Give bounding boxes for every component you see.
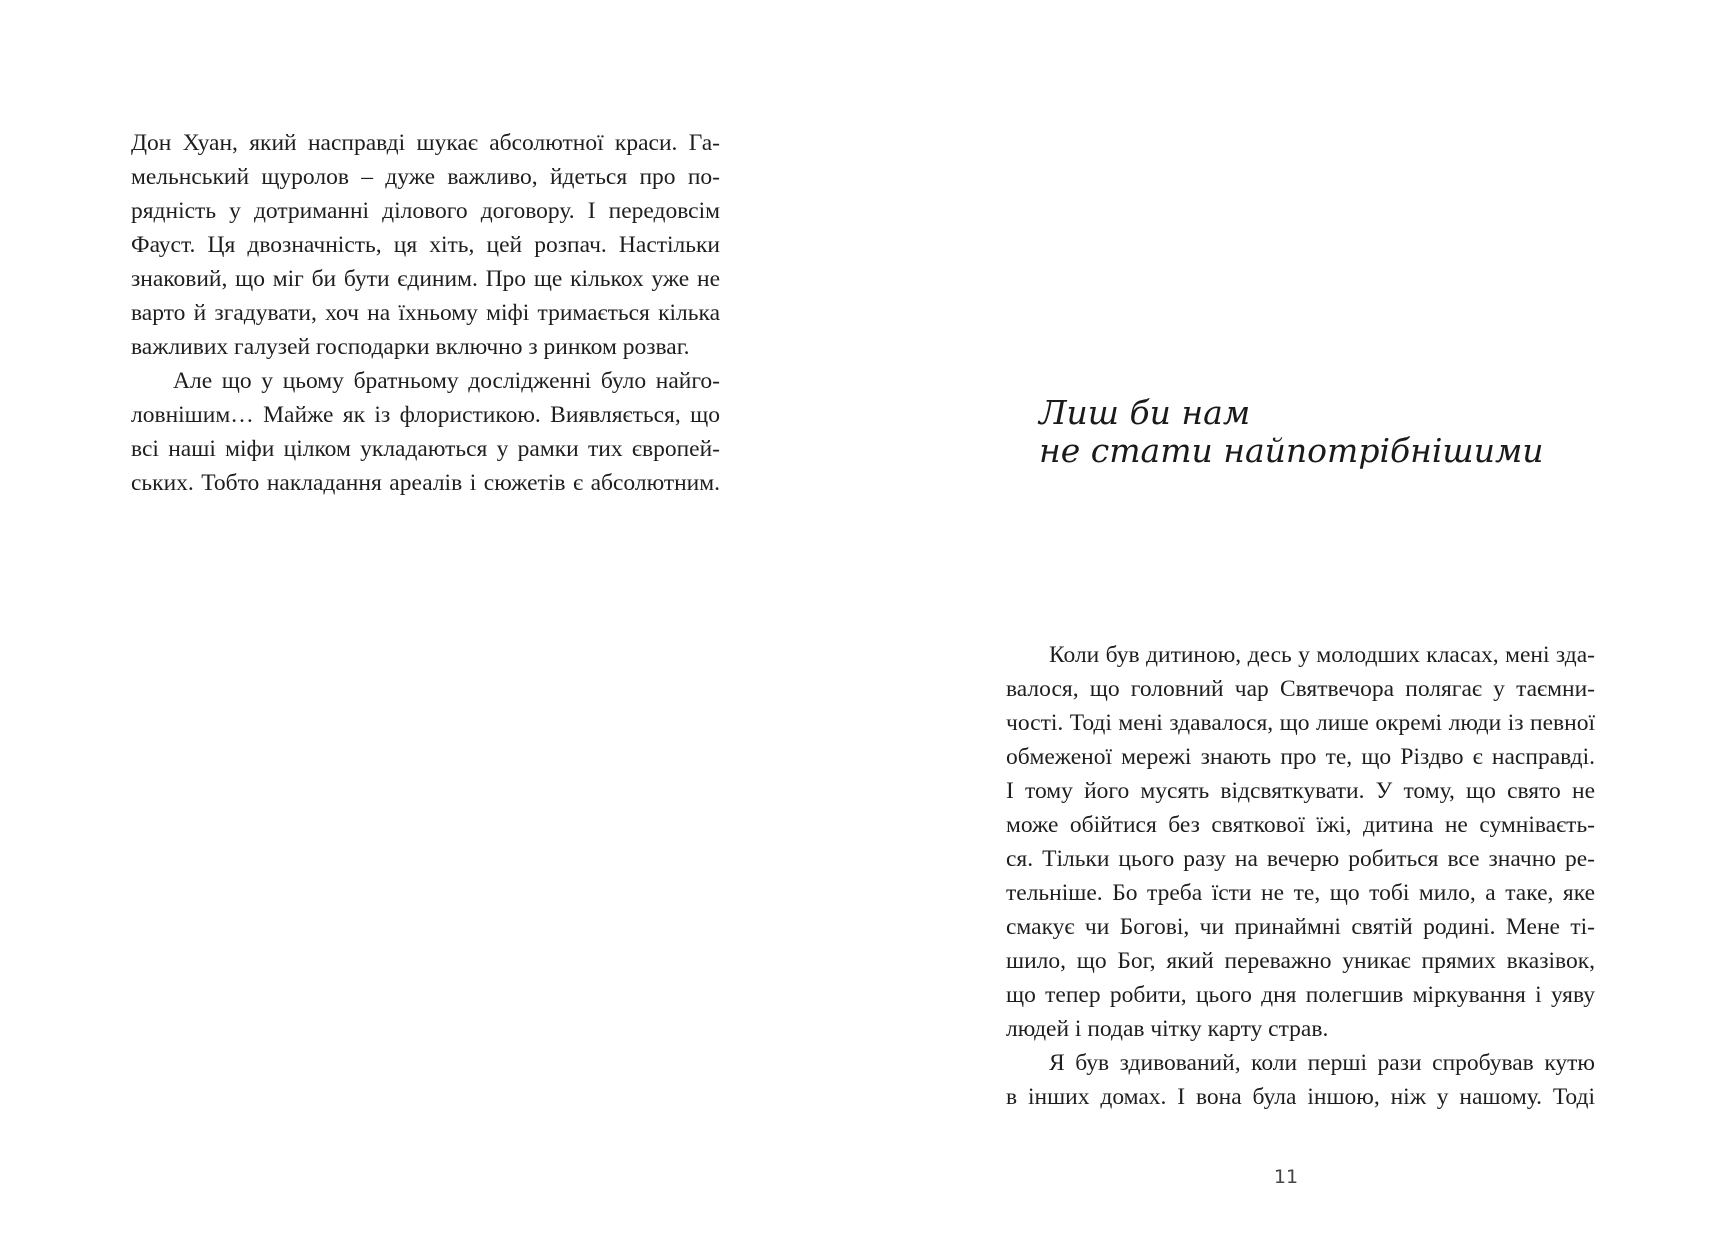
body-text-line: ловнішим… Майже як із флористикою. Виявляється, що bbox=[131, 402, 720, 428]
body-text-line: що тепер робити, цього дня полегшив міркування і уяву bbox=[1006, 982, 1595, 1008]
body-text-line: людей і подав чітку карту страв. bbox=[1006, 1016, 1329, 1042]
body-text-line: Фауст. Ця двозначність, ця хіть, цей розпач. Настільки bbox=[131, 232, 720, 258]
body-text-line: чості. Тоді мені здавалося, що лише окремі люди із певної bbox=[1006, 710, 1595, 736]
page-number: 11 bbox=[1273, 1166, 1299, 1188]
chapter-title bbox=[1039, 394, 1544, 470]
body-text-line: знаковий, що міг би бути єдиним. Про ще кількох уже не bbox=[131, 266, 720, 292]
body-text-line: може обійтися без святкової їжі, дитина не сумніваєть- bbox=[1006, 812, 1595, 838]
body-text-line: Але що у цьому братньому дослідженні було найго- bbox=[173, 368, 720, 394]
body-text-line: ських. Тобто накладання ареалів і сюжетів є абсолютним. bbox=[131, 470, 720, 496]
body-text-line: шило, що Бог, який переважно уникає прямих вказівок, bbox=[1006, 948, 1595, 974]
body-text-line: валося, що головний чар Святвечора полягає у таємни- bbox=[1006, 676, 1595, 702]
body-text-line: в інших домах. І вона була іншою, ніж у нашому. Тоді bbox=[1006, 1084, 1595, 1110]
chapter-title-line-1: Лиш би нам bbox=[1039, 393, 1251, 432]
left-page bbox=[0, 0, 856, 1258]
body-text-line: І тому його мусять відсвяткувати. У тому, що свято не bbox=[1006, 778, 1595, 804]
right-page bbox=[856, 0, 1713, 1258]
body-text-line: мельнський щуролов – дуже важливо, йдеться про по- bbox=[131, 164, 720, 190]
body-text-line: варто й згадувати, хоч на їхньому міфі тримається кілька bbox=[131, 300, 720, 326]
body-text-line: важливих галузей господарки включно з ринком розваг. bbox=[131, 334, 690, 360]
body-text-line: тельніше. Бо треба їсти не те, що тобі мило, а таке, яке bbox=[1006, 880, 1595, 906]
body-text-line: всі наші міфи цілком укладаються у рамки тих європей- bbox=[131, 436, 720, 462]
chapter-title-line-2: не стати найпотрібнішими bbox=[1039, 431, 1544, 470]
body-text-line: Я був здивований, коли перші рази спробував кутю bbox=[1049, 1050, 1595, 1076]
body-text-line: Дон Хуан, який насправді шукає абсолютної краси. Га- bbox=[131, 130, 720, 156]
body-text-line: обмеженої мережі знають про те, що Різдво є насправді. bbox=[1006, 744, 1595, 770]
body-text-line: смакує чи Богові, чи принаймні святій родині. Мене ті- bbox=[1006, 914, 1595, 940]
body-text-line: ся. Тільки цього разу на вечерю робиться все значно ре- bbox=[1006, 846, 1595, 872]
body-text-line: Коли був дитиною, десь у молодших класах, мені зда- bbox=[1049, 642, 1595, 668]
body-text-line: рядність у дотриманні ділового договору. І передовсім bbox=[131, 198, 720, 224]
